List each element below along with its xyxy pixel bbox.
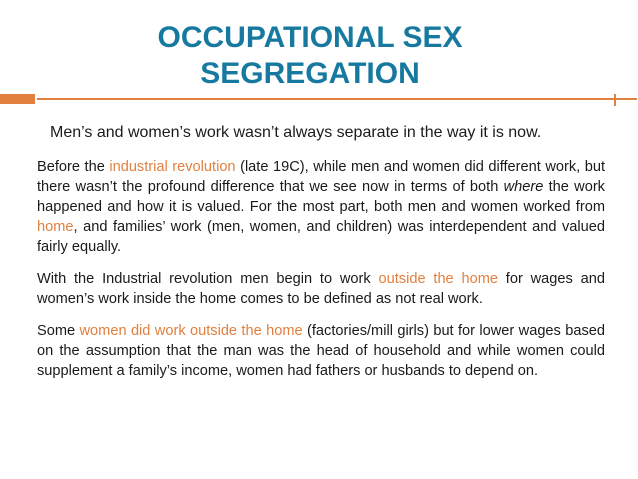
p2-text-2: for wages and women’s work inside the home comes to be defined as not real work. — [37, 271, 605, 307]
p1-text-3: the work happened and how it is valued. For the most part, both men and women worked from — [37, 179, 605, 215]
emphasis-where: where — [503, 179, 544, 195]
p1-text-1: Before the — [37, 159, 110, 175]
p3-text-2: (factories/mill girls) but for lower wages based on the assumption that the man was the head of household and while women could supplement a family’s income, women had fathers or husbands to depend on. — [37, 323, 605, 379]
slide-title-line2: SEGREGATION — [200, 57, 420, 90]
title-divider — [37, 98, 637, 100]
p1-text-2: (late 19C), while men and women did different work, but there wasn’t the profound difference that we see now in terms of both — [37, 159, 605, 195]
divider-end-rule — [614, 94, 616, 106]
p3-text-1: Some — [37, 323, 80, 339]
p1-text-4: , and families’ work (men, women, and children) was interdependent and valued fairly equally. — [37, 219, 605, 255]
accent-bar — [0, 94, 35, 104]
p2-text-1: With the Industrial revolution men begin to work — [37, 271, 379, 287]
highlight-outside-the-home: outside the home — [378, 271, 498, 287]
slide-title — [110, 20, 510, 92]
highlight-industrial-revolution: industrial revolution — [109, 159, 236, 175]
paragraph-1 — [37, 157, 605, 257]
paragraph-3 — [37, 321, 605, 381]
highlight-home: home — [37, 219, 74, 235]
slide-body — [37, 157, 605, 393]
highlight-women-did-work: women did work outside the home — [79, 323, 303, 339]
paragraph-2 — [37, 269, 605, 309]
slide-title-line1: OCCUPATIONAL SEX — [157, 21, 463, 54]
slide-subtitle: Men’s and women’s work wasn’t always separate in the way it is now. — [50, 124, 542, 141]
